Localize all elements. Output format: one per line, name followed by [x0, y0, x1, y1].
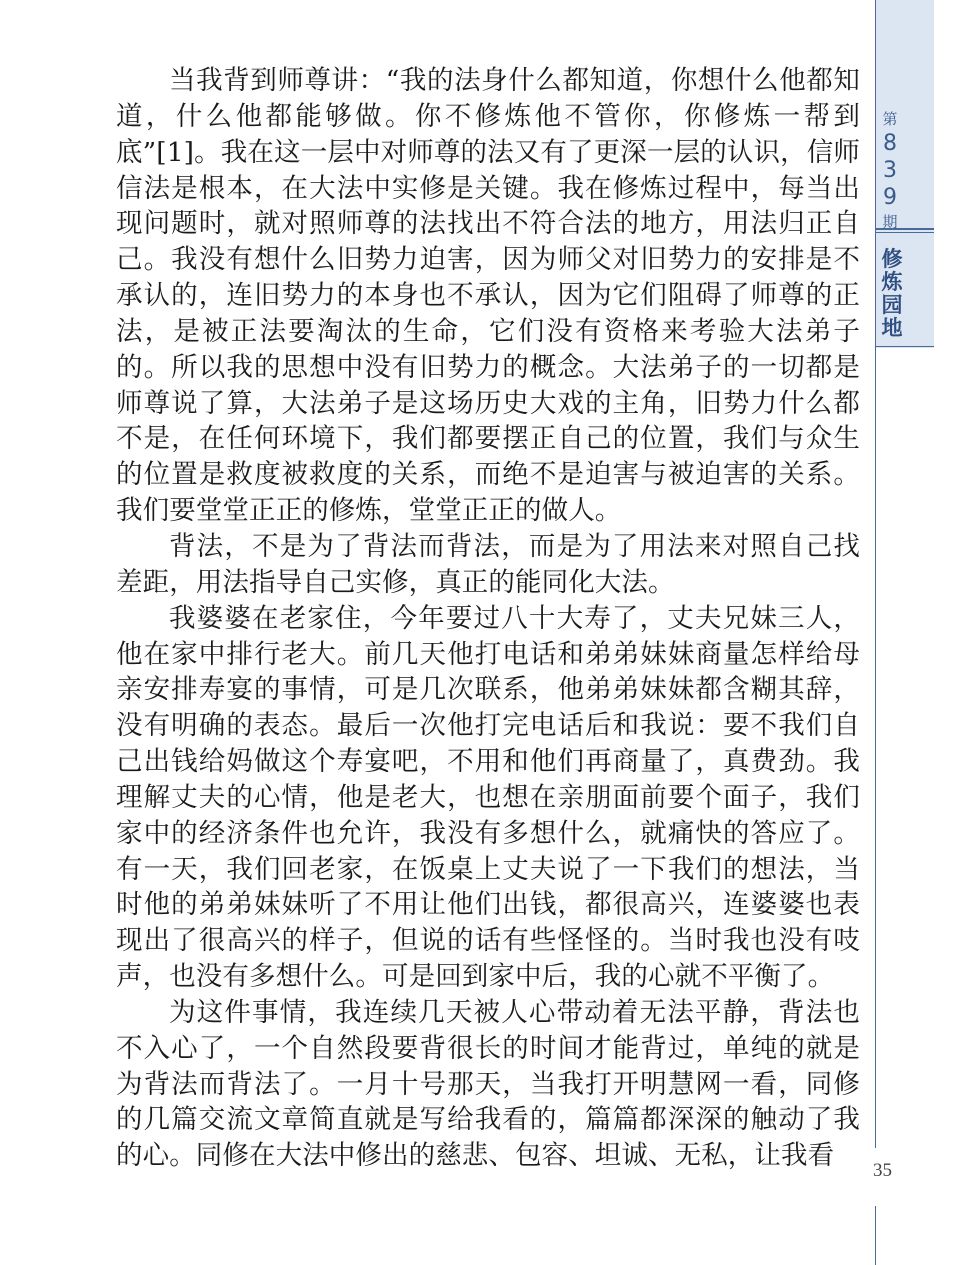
issue-number [876, 108, 904, 233]
page-number: 35 [873, 1160, 892, 1181]
tab-bottom-rule [876, 346, 934, 347]
issue-suffix: 期 [882, 213, 898, 231]
paragraph: 当我背到师尊讲：“我的法身什么都知道，你想什么他都知道，什么他都能够做。你不修炼他不管你，你修炼一帮到底”[1]。我在这一层中对师尊的法又有了更深一层的认识，信师信法是根本，在大法中实修是关键。我在修炼过程中，每当出现问题时，就对照师尊的法找出不符合法的地方，用法归正自己。我没有想什么旧势力迫害，因为师父对旧势力的安排是不承认的，连旧势力的本身也不承认，因为它们阻碍了师尊的正法，是被正法要淘汰的生命，它们没有资格来考验大法弟子的。所以我的思想中没有旧势力的概念。大法弟子的一切都是师尊说了算，大法弟子是这场历史大戏的主角，旧势力什么都不是，在任何环境下，我们都要摆正自己的位置，我们与众生的位置是救度被救度的关系，而绝不是迫害与被迫害的关系。我们要堂堂正正的修炼，堂堂正正的做人。 [116, 65, 860, 527]
section-char: 修 [881, 247, 903, 271]
issue-prefix: 第 [882, 110, 898, 128]
section-char: 炼 [881, 270, 903, 294]
issue-digit: 3 [883, 158, 897, 183]
paragraph: 为这件事情，我连续几天被人心带动着无法平静，背法也不入心了，一个自然段要背很长的时间才能背过，单纯的就是为背法而背法了。一月十号那天，当我打开明慧网一看，同修的几篇交流文章简直就是写给我看的，篇篇都深深的触动了我的心。同修在大法中修出的慈悲、包容、坦诚、无私，让我看 [116, 996, 860, 1172]
paragraph: 我婆婆在老家住，今年要过八十大寿了，丈夫兄妹三人，他在家中排行老大。前几天他打电话和弟弟妹妹商量怎样给母亲安排寿宴的事情，可是几次联系，他弟弟妹妹都含糊其辞，没有明确的表态。最后一次他打完电话后和我说：要不我们自己出钱给妈做这个寿宴吧，不用和他们再商量了，真费劲。我理解丈夫的心情，他是老大，也想在亲朋面前要个面子，我们家中的经济条件也允许，我没有多想什么，就痛快的答应了。有一天，我们回老家，在饭桌上丈夫说了一下我们的想法，当时他的弟弟妹妹听了不用让他们出钱，都很高兴，连婆婆也表现出了很高兴的样子，但说的话有些怪怪的。当时我也没有吱声，也没有多想什么。可是回到家中后，我的心就不平衡了。 [116, 602, 860, 993]
article-body [116, 63, 860, 1174]
issue-digit: 9 [883, 185, 897, 210]
section-char: 地 [881, 316, 903, 340]
paragraph: 背法，不是为了背法而背法，而是为了用法来对照自己找差距，用法指导自己实修，真正的能同化大法。 [116, 530, 860, 598]
section-title [876, 248, 908, 340]
margin-rule-lower [875, 1206, 876, 1265]
section-char: 园 [881, 293, 903, 317]
issue-digit: 8 [883, 131, 897, 156]
